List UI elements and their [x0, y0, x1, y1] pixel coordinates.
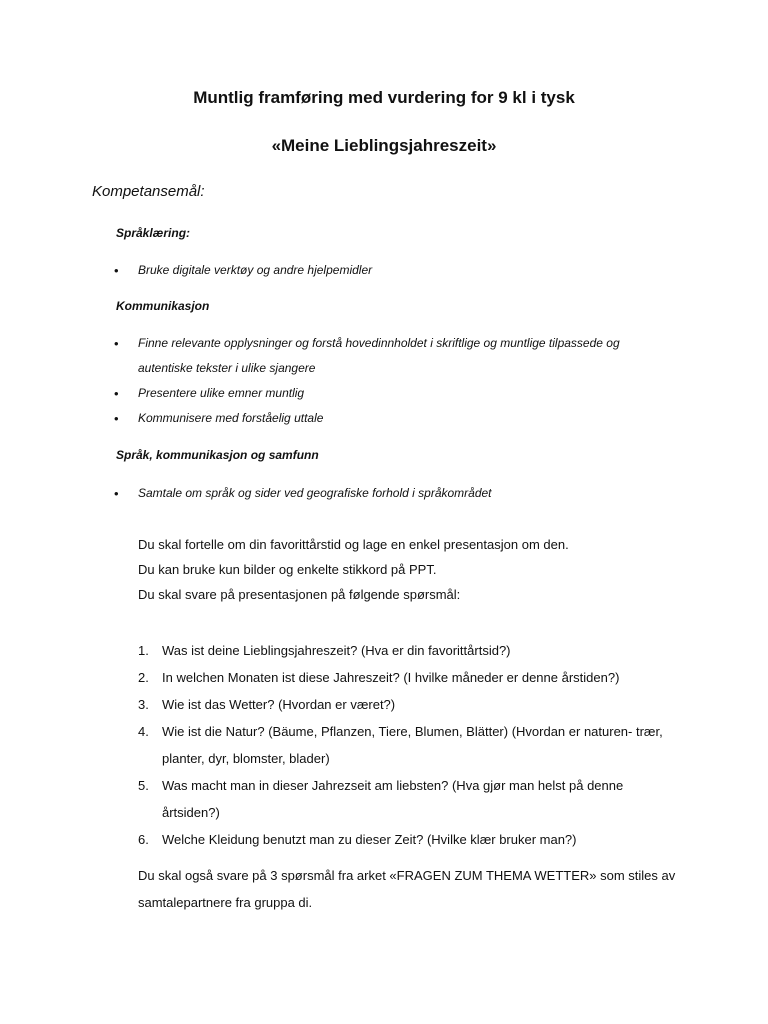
list-item-text: Finne relevante opplysninger og forstå hovedinnholdet i skriftlige og muntlige tilpassede og autentiske tekster i ulike sjangere: [138, 336, 620, 375]
bullet-icon: •: [114, 486, 119, 501]
list-item: [112, 406, 672, 431]
bullet-list-spraklaering: [112, 258, 672, 283]
intro-paragraph: [138, 532, 678, 607]
bullet-icon: •: [114, 411, 119, 426]
list-item-text: Kommunisere med forståelig uttale: [138, 411, 324, 425]
bullet-list-sprak-kommunikasjon-samfunn: [112, 481, 672, 506]
bullet-list-kommunikasjon: [112, 331, 672, 431]
kompetansemal-heading: Kompetansemål:: [92, 183, 205, 200]
list-item-text: Presentere ulike emner muntlig: [138, 386, 305, 400]
question-number: 6.: [138, 832, 149, 847]
question-text: Welche Kleidung benutzt man zu dieser Zeit? (Hvilke klær bruker man?): [162, 832, 577, 847]
question-text: In welchen Monaten ist diese Jahreszeit? (I hvilke måneder er denne årstiden?): [162, 670, 620, 685]
bullet-icon: •: [114, 386, 119, 401]
question-number: 3.: [138, 697, 149, 712]
question-item: [138, 637, 678, 664]
list-item: [112, 331, 672, 381]
question-item: [138, 826, 678, 853]
question-number: 1.: [138, 643, 149, 658]
list-item: [112, 258, 672, 283]
section-heading-spraklaering: Språklæring:: [116, 226, 191, 240]
question-item: [138, 772, 678, 826]
intro-line: Du skal fortelle om din favorittårstid og lage en enkel presentasjon om den.: [138, 537, 569, 552]
question-item: [138, 664, 678, 691]
document-title: Muntlig framføring med vurdering for 9 kl i tysk: [193, 88, 575, 107]
questions-list: [138, 637, 678, 853]
section-heading-kommunikasjon: Kommunikasjon: [116, 299, 210, 313]
list-item-text: Bruke digitale verktøy og andre hjelpemidler: [138, 263, 373, 277]
question-number: 4.: [138, 724, 149, 739]
question-item: [138, 691, 678, 718]
question-number: 2.: [138, 670, 149, 685]
list-item-text: Samtale om språk og sider ved geografiske forhold i språkområdet: [138, 486, 492, 500]
intro-line: Du skal svare på presentasjonen på følgende spørsmål:: [138, 587, 461, 602]
bullet-icon: •: [114, 263, 119, 278]
document-subtitle: «Meine Lieblingsjahreszeit»: [271, 136, 497, 155]
list-item: [112, 481, 672, 506]
bullet-icon: •: [114, 336, 119, 351]
question-text: Wie ist das Wetter? (Hvordan er været?): [162, 697, 396, 712]
list-item: [112, 381, 672, 406]
outro-paragraph: Du skal også svare på 3 spørsmål fra arket «FRAGEN ZUM THEMA WETTER» som stiles av samtalepartnere fra gruppa di.: [138, 868, 676, 910]
question-text: Was macht man in dieser Jahrezseit am liebsten? (Hva gjør man helst på denne årtsiden?): [162, 778, 624, 820]
question-text: Wie ist die Natur? (Bäume, Pflanzen, Tiere, Blumen, Blätter) (Hvordan er naturen- trær, planter, dyr, blomster, blader): [162, 724, 663, 766]
question-item: [138, 718, 678, 772]
section-heading-sprak-kommunikasjon-samfunn: Språk, kommunikasjon og samfunn: [116, 448, 319, 462]
intro-line: Du kan bruke kun bilder og enkelte stikkord på PPT.: [138, 562, 437, 577]
question-number: 5.: [138, 778, 149, 793]
question-text: Was ist deine Lieblingsjahreszeit? (Hva er din favorittårtsid?): [162, 643, 511, 658]
